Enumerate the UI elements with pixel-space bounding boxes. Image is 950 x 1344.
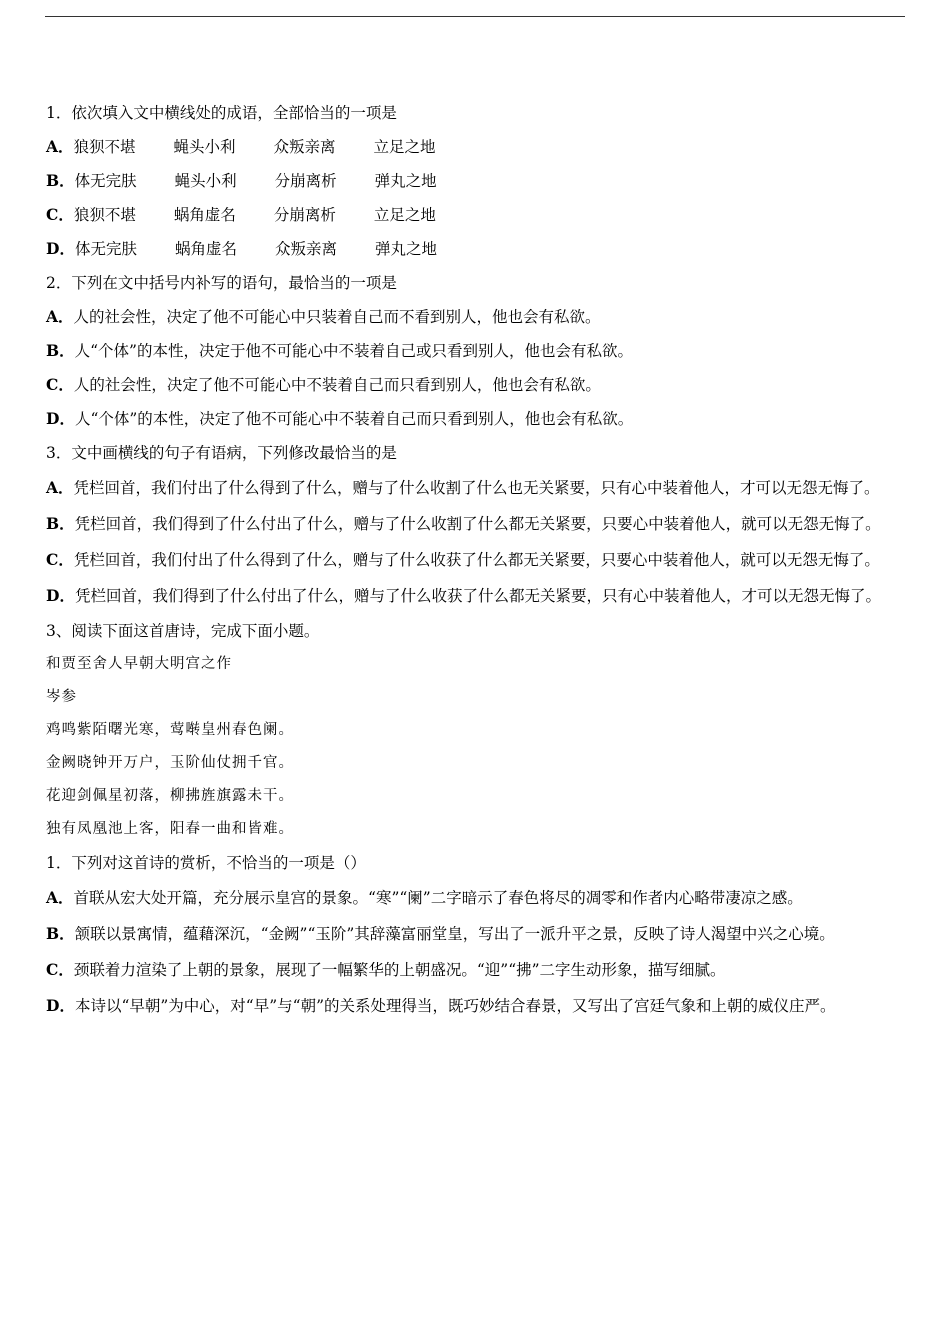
poem-line-3: 花迎剑佩星初落，柳拂旌旗露未干。 — [46, 788, 294, 804]
q4-option-a: A．首联从宏大处开篇，充分展示皇宫的景象。“寒”“阑”二字暗示了春色将尽的凋零和作者内心略带凄凉之感。 — [46, 888, 803, 907]
q4-option-d: D．本诗以“早朝”为中心，对“早”与“朝”的关系处理得当，既巧妙结合春景，又写出了宫廷气象和上朝的威仪庄严。 — [46, 996, 836, 1015]
poem-author: 岑参 — [46, 689, 77, 705]
q3-option-b: B．凭栏回首，我们得到了什么付出了什么，赠与了什么收割了什么都无关紧要，只要心中装着他人，就可以无怨无悔了。 — [46, 514, 881, 533]
header-rule — [45, 16, 905, 17]
q3-option-a: A．凭栏回首，我们付出了什么得到了什么，赠与了什么收割了什么也无关紧要，只有心中装着他人，才可以无怨无悔了。 — [46, 478, 880, 497]
section-3-intro: 3、阅读下面这首唐诗，完成下面小题。 — [46, 622, 320, 640]
q4-option-b: B．颔联以景寓情，蕴藉深沉，“金阙”“玉阶”其辞藻富丽堂皇，写出了一派升平之景，反映了诗人渴望中兴之心境。 — [46, 924, 835, 943]
q2-option-c: C．人的社会性，决定了他不可能心中不装着自己而只看到别人，他也会有私欲。 — [46, 375, 601, 394]
q2-option-b: B．人“个体”的本性，决定于他不可能心中不装着自己或只看到别人，他也会有私欲。 — [46, 341, 633, 360]
q1-option-b: B．体无完肤 蝇头小利 分崩离析 弹丸之地 — [46, 171, 437, 190]
q2-option-a: A．人的社会性，决定了他不可能心中只装着自己而不看到别人，他也会有私欲。 — [46, 307, 601, 326]
document-body — [46, 96, 906, 1024]
poem-line-4: 独有凤凰池上客，阳春一曲和皆难。 — [46, 821, 294, 837]
question-3-stem: 3．文中画横线的句子有语病，下列修改最恰当的是 — [46, 444, 397, 462]
poem-line-1: 鸡鸣紫陌曙光寒，莺啭皇州春色阑。 — [46, 722, 294, 738]
question-poem-1-stem: 1．下列对这首诗的赏析，不恰当的一项是（） — [46, 854, 366, 872]
question-stem-text: 1．依次填入文中横线处的成语，全部恰当的一项是 — [46, 104, 397, 122]
q3-option-c: C．凭栏回首，我们付出了什么得到了什么，赠与了什么收获了什么都无关紧要，只要心中装着他人，就可以无怨无悔了。 — [46, 550, 880, 569]
q4-option-c: C．颈联着力渲染了上朝的景象，展现了一幅繁华的上朝盛况。“迎”“拂”二字生动形象，描写细腻。 — [46, 960, 726, 979]
poem-title: 和贾至舍人早朝大明宫之作 — [46, 656, 232, 672]
q1-option-a: A．狼狈不堪 蝇头小利 众叛亲离 立足之地 — [46, 137, 436, 156]
poem-line-2: 金阙晓钟开万户，玉阶仙仗拥千官。 — [46, 755, 294, 771]
q1-option-c: C．狼狈不堪 蜗角虚名 分崩离析 立足之地 — [46, 205, 436, 224]
q2-option-d: D．人“个体”的本性，决定了他不可能心中不装着自己而只看到别人，他也会有私欲。 — [46, 409, 634, 428]
question-1-stem — [46, 96, 906, 130]
question-2-stem: 2．下列在文中括号内补写的语句，最恰当的一项是 — [46, 274, 397, 292]
q3-option-d: D．凭栏回首，我们得到了什么付出了什么，赠与了什么收获了什么都无关紧要，只有心中装着他人，才可以无怨无悔了。 — [46, 586, 881, 605]
q1-option-d: D．体无完肤 蜗角虚名 众叛亲离 弹丸之地 — [46, 239, 437, 258]
